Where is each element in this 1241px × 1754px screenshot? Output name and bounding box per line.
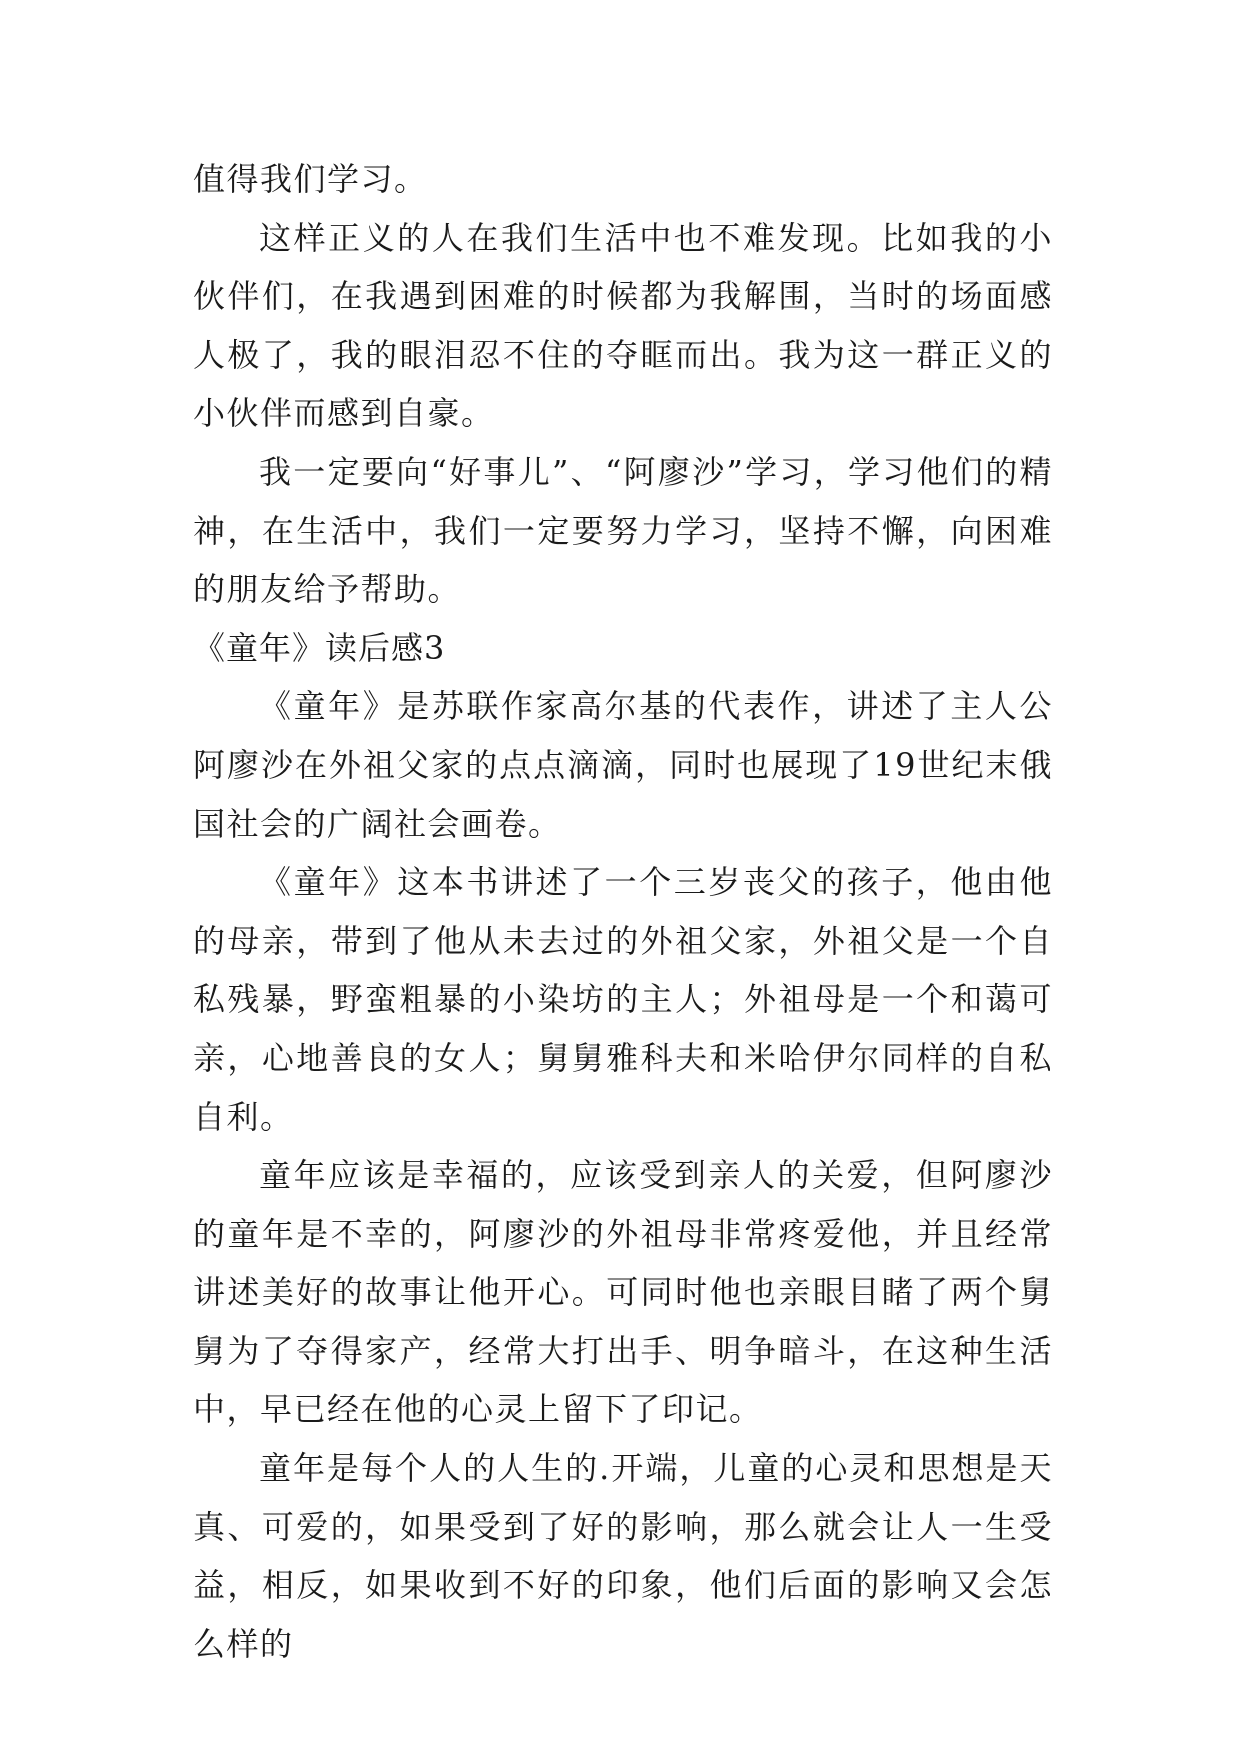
document-body (193, 150, 1053, 1673)
paragraph-childhood-beginning: 童年是每个人的人生的.开端，儿童的心灵和思想是天真、可爱的，如果受到了好的影响，那么就会让人一生受益，相反，如果收到不好的印象，他们后面的影响又会怎么样的 (193, 1449, 1053, 1663)
paragraph-learn-spirit: 我一定要向“好事儿”、“阿廖沙”学习，学习他们的精神，在生活中，我们一定要努力学习，坚持不懈，向困难的朋友给予帮助。 (193, 452, 1053, 609)
paragraph-unhappy-childhood: 童年应该是幸福的，应该受到亲人的关爱，但阿廖沙的童年是不幸的，阿廖沙的外祖母非常疼爱他，并且经常讲述美好的故事让他开心。可同时他也亲眼目睹了两个舅舅为了夺得家产，经常大打出手、明争暗斗，在这种生活中，早已经在他的心灵上留下了印记。 (193, 1156, 1053, 1429)
paragraph-book-summary: 《童年》这本书讲述了一个三岁丧父的孩子，他由他的母亲，带到了他从未去过的外祖父家，外祖父是一个自私残暴，野蛮粗暴的小染坊的主人；外祖母是一个和蔼可亲，心地善良的女人；舅舅雅科夫和米哈伊尔同样的自私自利。 (193, 863, 1053, 1136)
paragraph-justice-friends: 这样正义的人在我们生活中也不难发现。比如我的小伙伴们，在我遇到困难的时候都为我解围，当时的场面感人极了，我的眼泪忍不住的夺眶而出。我为这一群正义的小伙伴而感到自豪。 (193, 218, 1053, 433)
section-heading: 《童年》读后感3 (193, 628, 446, 667)
paragraph-continuation: 值得我们学习。 (193, 160, 428, 198)
paragraph-book-intro: 《童年》是苏联作家高尔基的代表作，讲述了主人公阿廖沙在外祖父家的点点滴滴，同时也展现了19世纪末俄国社会的广阔社会画卷。 (193, 687, 1053, 843)
